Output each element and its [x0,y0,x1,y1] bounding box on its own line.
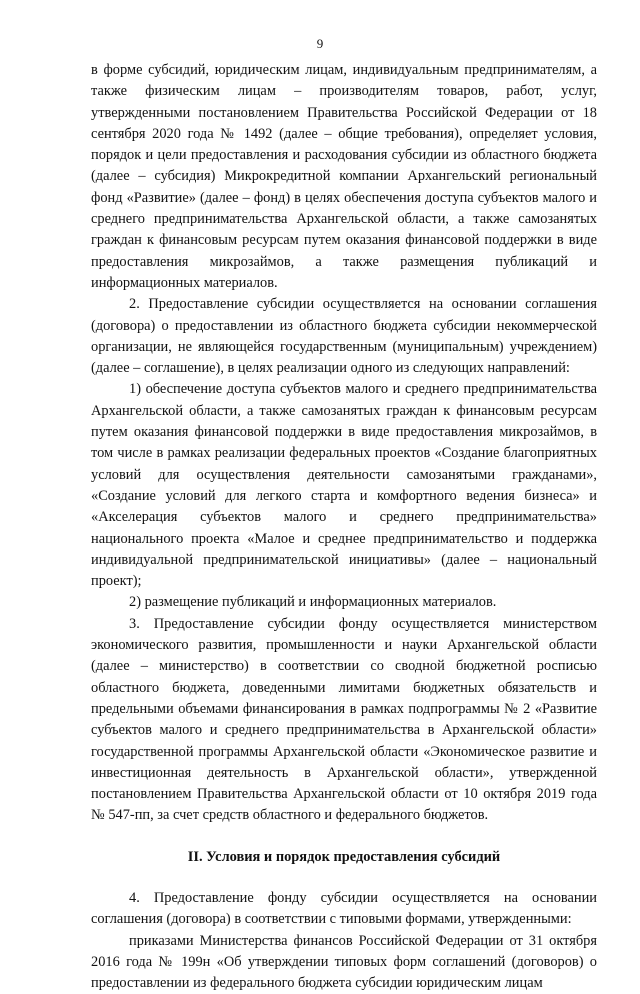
paragraph-item-4: 4. Предоставление фонду субсидии осуществляется на основании соглашения (договора) в соответствии с типовыми формами, утвержденными: [91,889,597,928]
document-body [91,60,597,994]
section-heading: II. Условия и порядок предоставления субсидий [187,848,501,865]
paragraph-subitem-2: 2) размещение публикаций и информационных материалов. [129,594,497,611]
page-number: 9 [316,36,324,51]
paragraph-subitem-1: 1) обеспечение доступа субъектов малого и среднего предпринимательства Архангельской области, а также самозанятых граждан к финансовым ресурсам путем оказания финансовой поддержки в виде предоставления микрозаймов, в том числе в рамках реализации федеральных проектов «Создание благоприятных условий для осуществления деятельности самозанятыми гражданами», «Создание условий для легкого старта и комфортного ведения бизнеса» и «Акселерация субъектов малого и среднего предпринимательства» национального проекта «Малое и среднее предпринимательство и поддержка индивидуальной предпринимательской инициативы» (далее – национальный проект); [91,381,597,590]
paragraph-item-2: 2. Предоставление субсидии осуществляется на основании соглашения (договора) о предоставлении из областного бюджета субсидии некоммерческой организации, не являющейся государственным (муниципальным) учреждением) (далее – соглашение), в целях реализации одного из следующих направлений: [91,296,597,377]
paragraph-orders: приказами Министерства финансов Российской Федерации от 31 октября 2016 года № 199н «Об утверждении типовых форм соглашений (договоров) о предоставлении из федерального бюджета субсидии юридическим лицам [91,932,597,992]
paragraph-item-3: 3. Предоставление субсидии фонду осуществляется министерством экономического развития, промышленности и науки Архангельской области (далее – министерство) в соответствии со сводной бюджетной росписью областного бюджета, доведенными лимитами бюджетных обязательств и предельными объемами финансирования в рамках подпрограммы № 2 «Развитие субъектов малого и среднего предпринимательства в Архангельской области» государственной программы Архангельской области «Экономическое развитие и инвестиционная деятельность в Архангельской области», утвержденной постановлением Правительства Архангельской области от 10 октября 2019 года № 547-пп, за счет средств областного и федерального бюджетов. [91,615,597,824]
paragraph-continuation: в форме субсидий, юридическим лицам, индивидуальным предпринимателям, а также физическим лицам – производителям товаров, работ, услуг, утвержденными постановлением Правительства Российской Федерации от 18 сентября 2020 года № 1492 (далее – общие требования), определяет условия, порядок и цели предоставления и расходования субсидии из областного бюджета (далее – субсидия) Микрокредитной компании Архангельский региональный фонд «Развитие» (далее – фонд) в целях обеспечения доступа субъектов малого и среднего предпринимательства Архангельской области, а также самозанятых граждан к финансовым ресурсам путем оказания финансовой поддержки в виде предоставления микрозаймов, а также размещения публикаций и информационных материалов. [91,62,597,291]
